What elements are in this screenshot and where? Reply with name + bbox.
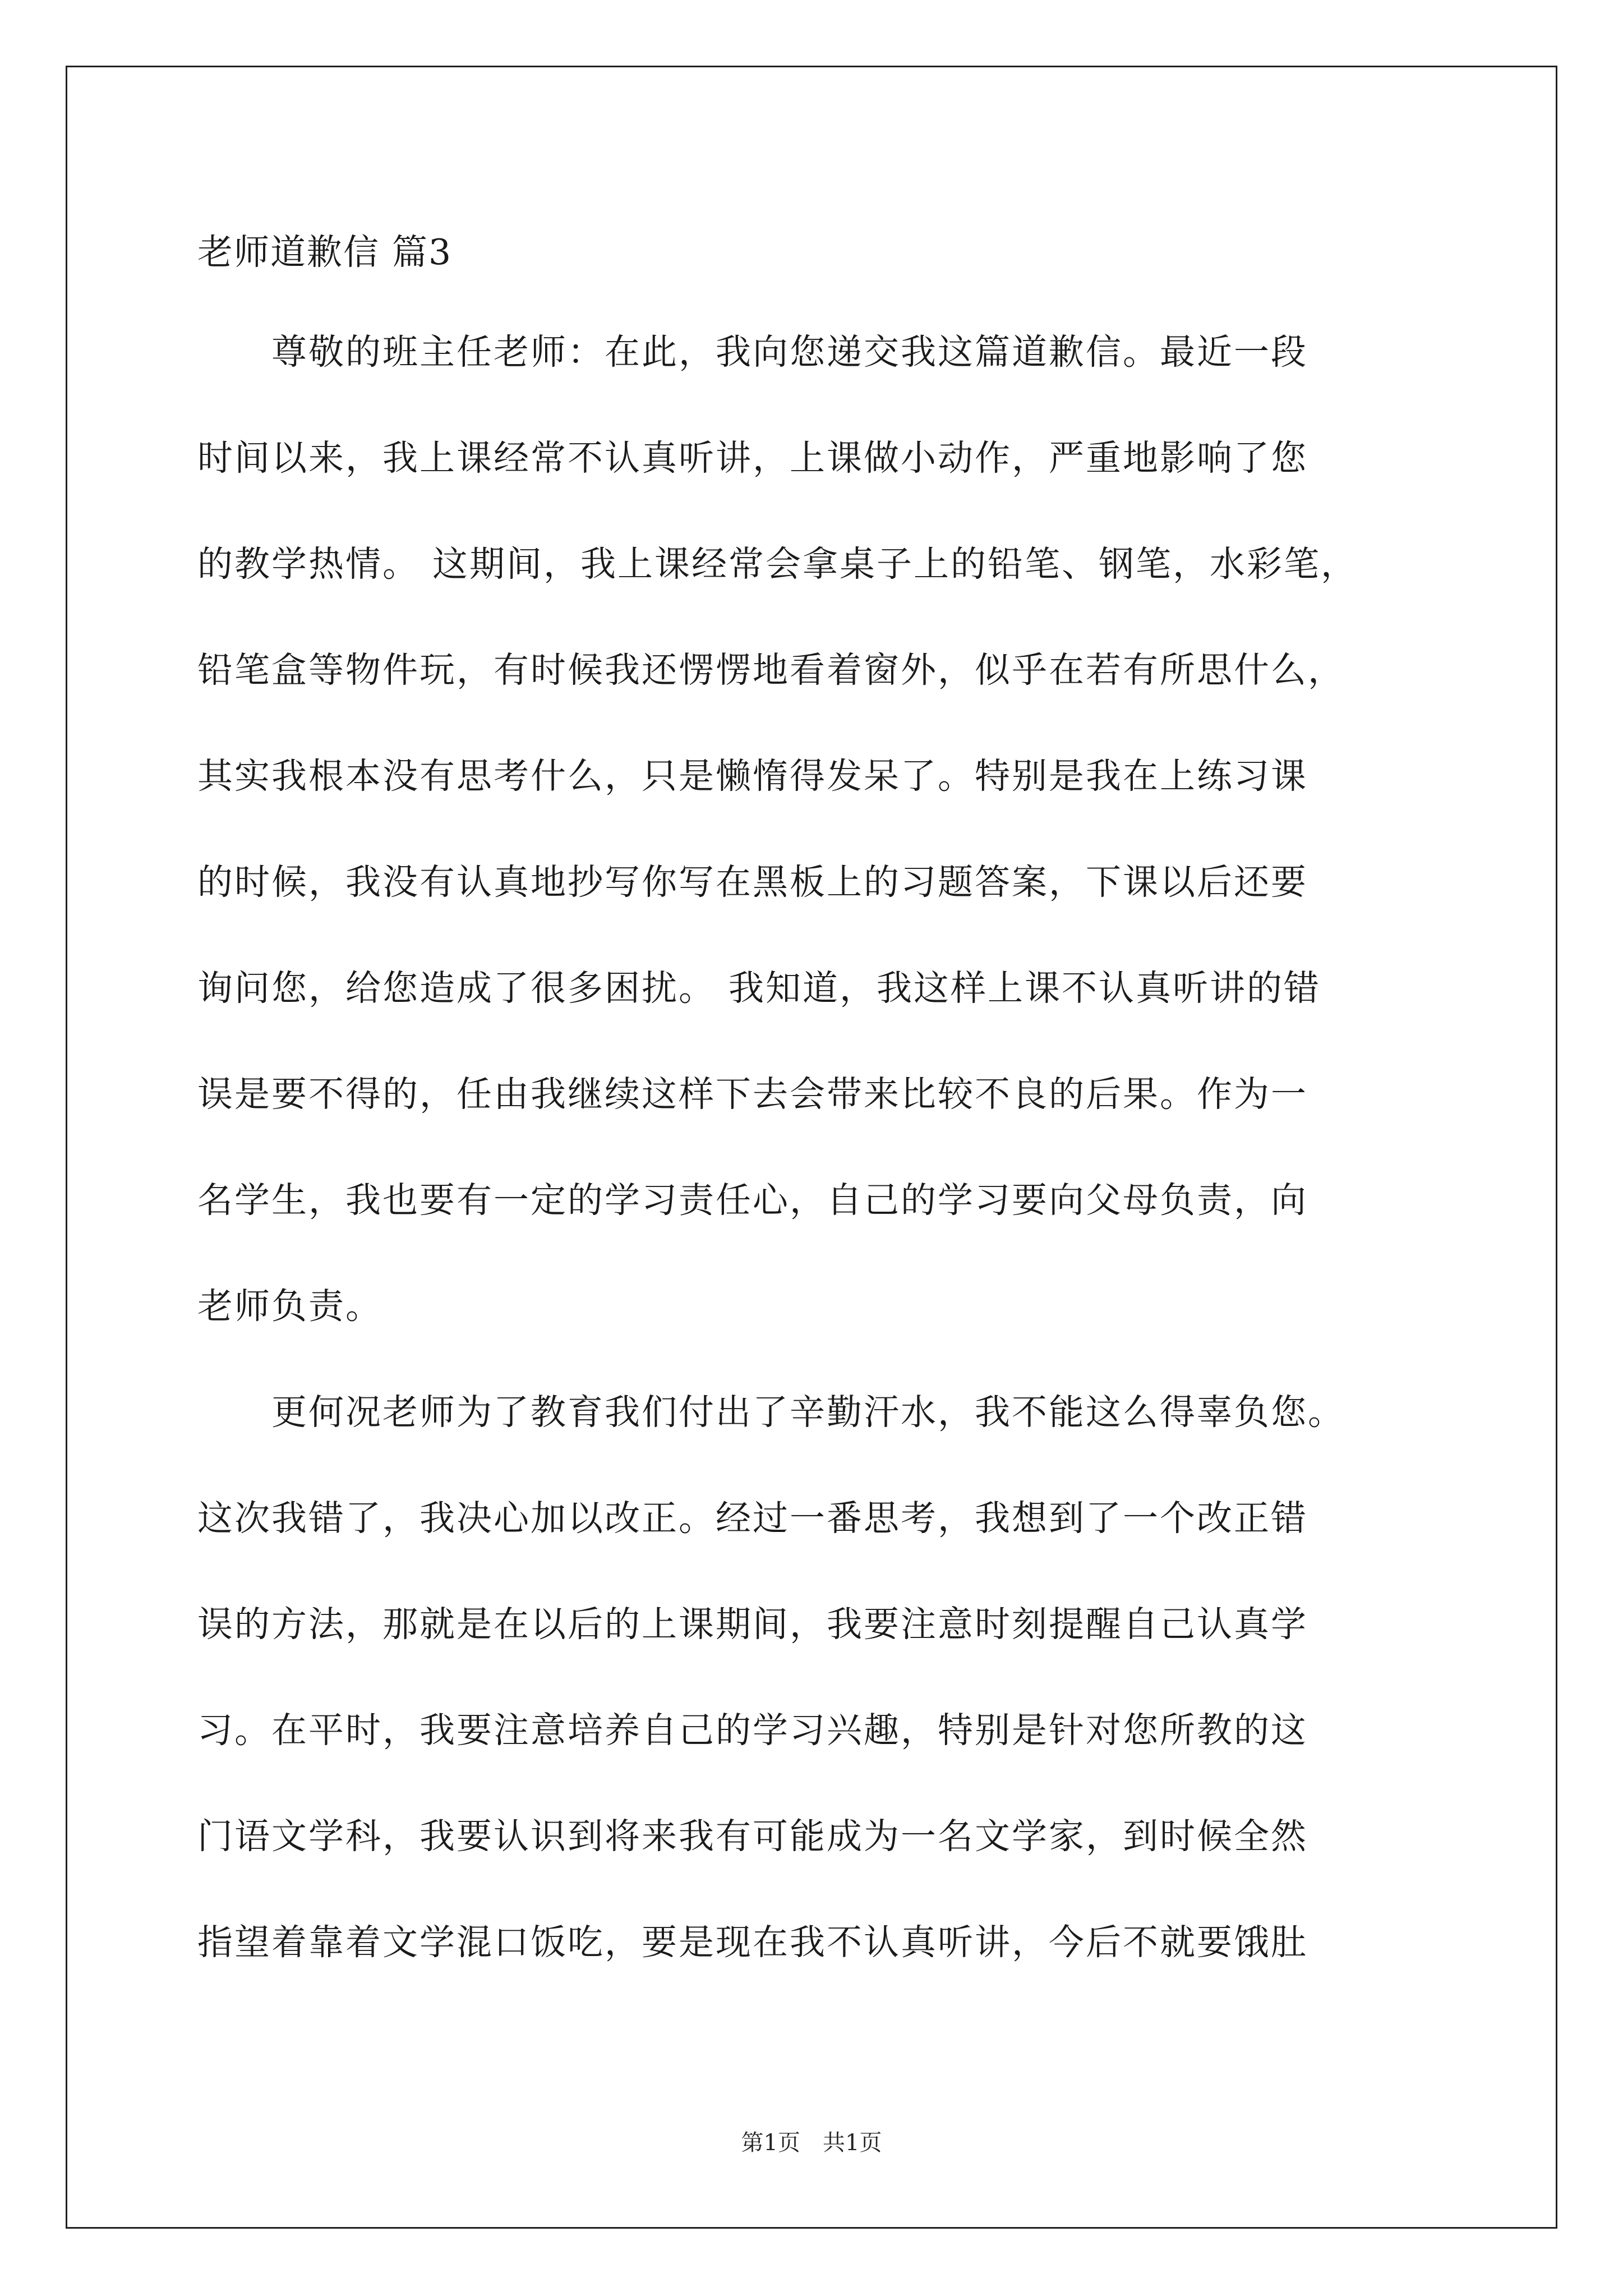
- body-line: 时间以来，我上课经常不认真听讲，上课做小动作，严重地影响了您: [197, 438, 1308, 478]
- body-line: 询问您，给您造成了很多困扰。 我知道，我这样上课不认真听讲的错: [197, 968, 1321, 1009]
- body-line: 名学生，我也要有一定的学习责任心，自己的学习要向父母负责，向: [197, 1180, 1308, 1221]
- body-line: 的教学热情。 这期间，我上课经常会拿桌子上的铅笔、钢笔，水彩笔，: [197, 544, 1358, 585]
- body-line: 其实我根本没有思考什么，只是懒惰得发呆了。特别是我在上练习课: [197, 756, 1308, 797]
- body-line: 老师负责。: [197, 1286, 382, 1327]
- document-title: 老师道歉信 篇3: [197, 232, 453, 273]
- body-line: 习。在平时，我要注意培养自己的学习兴趣，特别是针对您所教的这: [197, 1710, 1308, 1751]
- page-number: 第1页 共1页: [741, 2130, 882, 2156]
- body-line: 误是要不得的，任由我继续这样下去会带来比较不良的后果。作为一: [197, 1074, 1308, 1115]
- page-footer: [0, 2126, 1623, 2160]
- body-line: 铅笔盒等物件玩，有时候我还愣愣地看着窗外，似乎在若有所思什么，: [197, 650, 1345, 691]
- body-line: 误的方法，那就是在以后的上课期间，我要注意时刻提醒自己认真学: [197, 1604, 1308, 1645]
- document-body: [197, 324, 1431, 2021]
- body-line: 尊敬的班主任老师：在此，我向您递交我这篇道歉信。最近一段: [197, 332, 1308, 372]
- body-line: 这次我错了，我决心加以改正。经过一番思考，我想到了一个改正错: [197, 1498, 1308, 1539]
- body-line: 指望着靠着文学混口饭吃，要是现在我不认真听讲，今后不就要饿肚: [197, 1922, 1308, 1963]
- body-line: 的时候，我没有认真地抄写你写在黑板上的习题答案，下课以后还要: [197, 862, 1308, 903]
- body-line: 门语文学科，我要认识到将来我有可能成为一名文学家，到时候全然: [197, 1816, 1308, 1857]
- body-line: 更何况老师为了教育我们付出了辛勤汗水，我不能这么得辜负您。: [197, 1392, 1345, 1433]
